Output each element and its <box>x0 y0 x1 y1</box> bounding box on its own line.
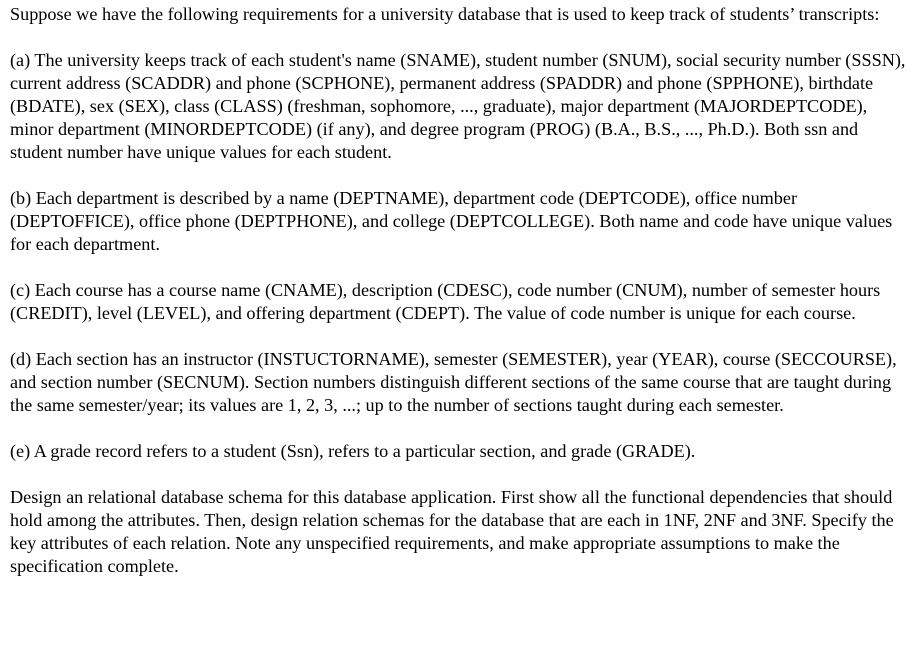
requirement-c-paragraph: (c) Each course has a course name (CNAME), description (CDESC), code number (CNUM), number of semester hours (CREDIT), level (LEVEL), and offering department (CDEPT). The value of code number is unique for each course. <box>10 280 881 323</box>
document-body <box>10 3 910 578</box>
requirement-e-paragraph: (e) A grade record refers to a student (Ssn), refers to a particular section, and grade (GRADE). <box>10 441 696 461</box>
task-paragraph: Design an relational database schema for this database application. First show all the functional dependencies that should hold among the attributes. Then, design relation schemas for the database that are each in 1NF, 2NF and 3NF. Specify the key attributes of each relation. Note any unspecified requirements, and make appropriate assumptions to make the specification complete. <box>10 487 894 576</box>
requirement-a-paragraph: (a) The university keeps track of each student's name (SNAME), student number (SNUM), social security number (SSSN), current address (SCADDR) and phone (SCPHONE), permanent address (SPADDR) and phone (SPPHONE), birthdate (BDATE), sex (SEX), class (CLASS) (freshman, sophomore, ..., graduate), major department (MAJORDEPTCODE), minor department (MINORDEPTCODE) (if any), and degree program (PROG) (B.A., B.S., ..., Ph.D.). Both ssn and student number have unique values for each student. <box>10 50 906 162</box>
requirement-d-paragraph: (d) Each section has an instructor (INSTUCTORNAME), semester (SEMESTER), year (YEAR), course (SECCOURSE), and section number (SECNUM). Section numbers distinguish different sections of the same course that are taught during the same semester/year; its values are 1, 2, 3, ...; up to the number of sections taught during each semester. <box>10 349 897 415</box>
intro-paragraph: Suppose we have the following requirements for a university database that is used to keep track of students’ transcripts: <box>10 4 880 24</box>
requirement-b-paragraph: (b) Each department is described by a name (DEPTNAME), department code (DEPTCODE), office number (DEPTOFFICE), office phone (DEPTPHONE), and college (DEPTCOLLEGE). Both name and code have unique values for each department. <box>10 188 893 254</box>
